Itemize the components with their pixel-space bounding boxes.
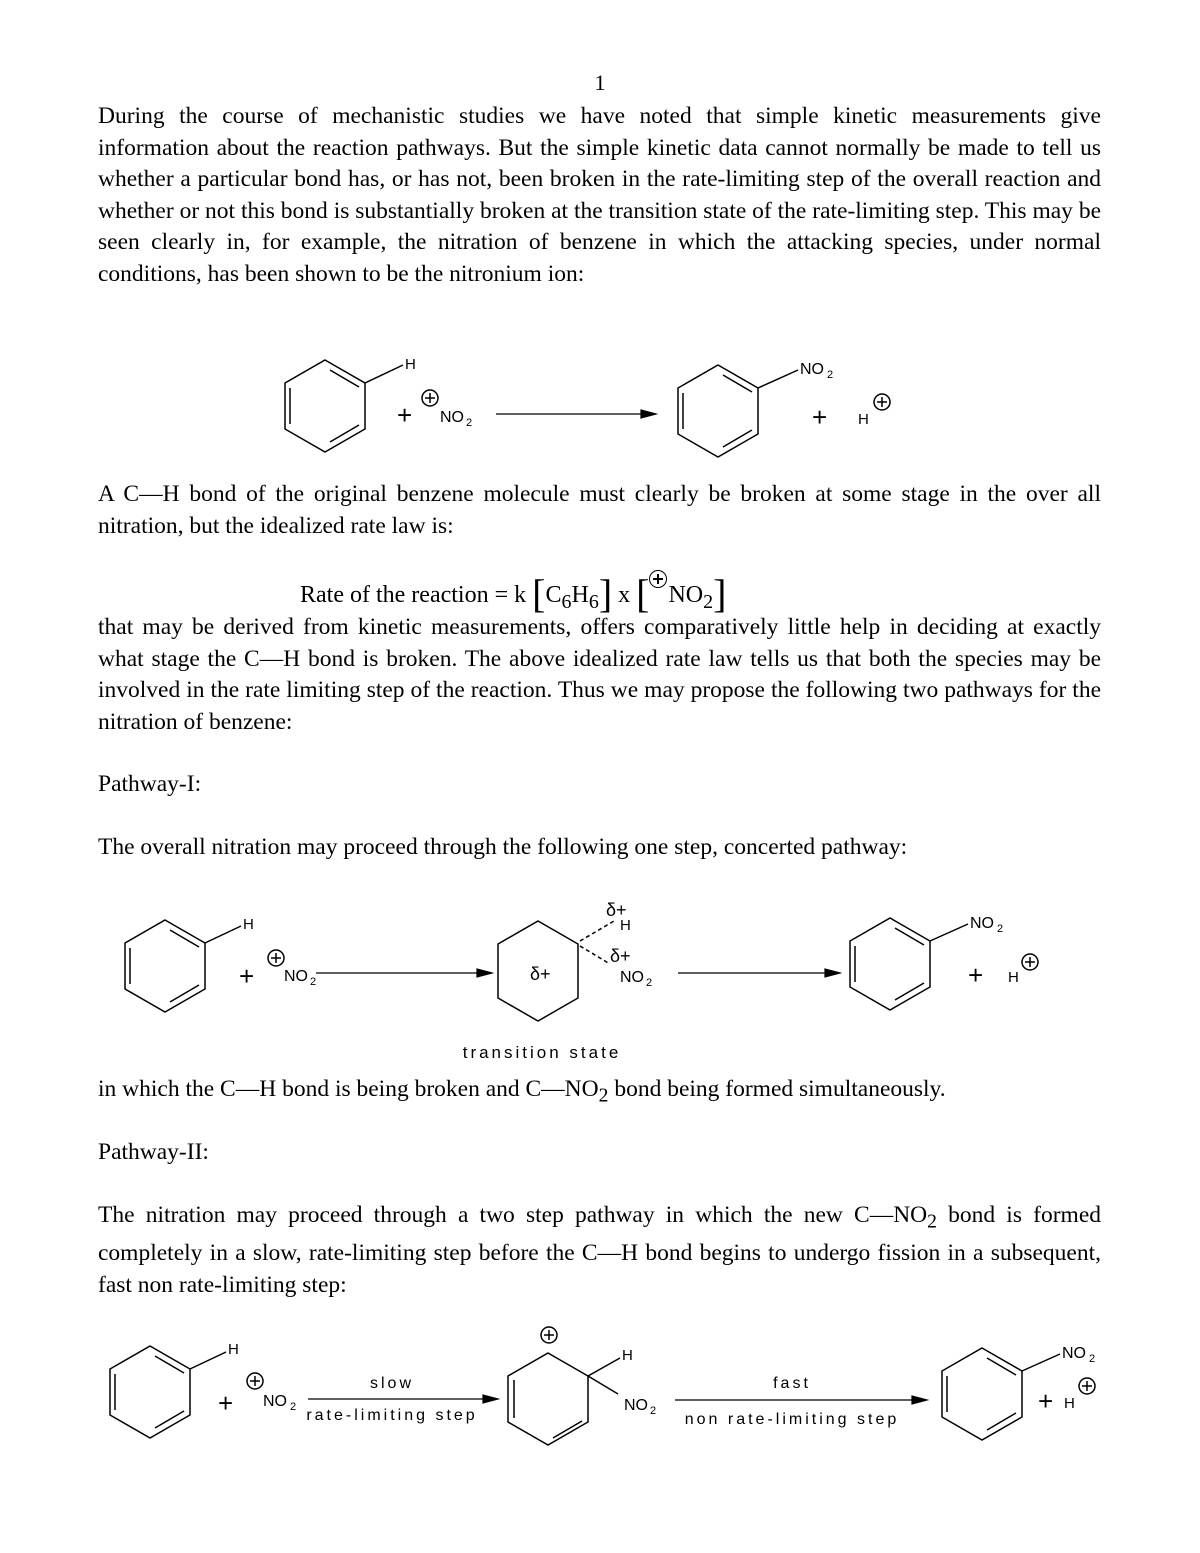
hydrogen-label: H (405, 356, 416, 373)
positive-charge-icon (541, 1327, 557, 1343)
svg-text:2: 2 (310, 976, 317, 988)
svg-text:+: + (968, 960, 984, 990)
svg-text:NO: NO (620, 969, 644, 986)
concerted-pathway-scheme (0, 886, 1200, 1066)
reaction-arrow (675, 1396, 927, 1404)
subscript: 2 (466, 417, 473, 429)
slow-label: slow (369, 1375, 415, 1392)
positive-charge-icon (268, 950, 284, 966)
svg-text:δ+: δ+ (530, 964, 551, 984)
svg-text:H: H (622, 1347, 633, 1364)
plus-sign: + (397, 400, 413, 430)
svg-text:+: + (239, 961, 255, 991)
svg-text:NO: NO (970, 915, 994, 932)
svg-text:H: H (243, 916, 254, 933)
svg-text:δ+: δ+ (610, 946, 631, 966)
pathway-1-text: The overall nitration may proceed through the following one step, concerted pathway: (98, 834, 908, 860)
pathway-1-label: Pathway-I: (98, 771, 202, 797)
fast-label: fast (773, 1375, 811, 1392)
svg-text:NO: NO (1062, 1345, 1086, 1362)
rate-law-equation: Rate of the reaction = k $[C_6H_6]$ x [ $NO_2$] (300, 571, 727, 616)
plus-sign: + (812, 402, 828, 432)
subscript: 2 (827, 369, 834, 381)
arenium-intermediate-ring (508, 1353, 620, 1445)
svg-text:H: H (620, 917, 631, 934)
rate-limiting-step-label: rate-limiting step (306, 1407, 478, 1424)
positive-charge-icon (1022, 954, 1038, 970)
reaction-arrow (678, 969, 840, 977)
svg-text:+: + (218, 1388, 234, 1418)
nitrobenzene-ring (850, 918, 968, 1010)
svg-text:H: H (228, 1341, 239, 1358)
transition-state-caption: transition state (462, 1043, 622, 1062)
positive-charge-icon (874, 394, 890, 410)
svg-text:2: 2 (290, 1401, 297, 1413)
proton-label: H (858, 411, 869, 428)
intro-paragraph: During the course of mechanistic studies we have noted that simple kinetic measurements give information about the reaction pathways. But the simple kinetic data cannot normally be made to tell us whether a particular bond has, or has not, been broken in the rate-limiting step of the overall reaction and whether or not this bond is substantially broken at the transition state of the rate-limiting step. This may be seen clearly in, for example, the nitration of benzene in which the attacking species, under normal conditions, has been shown to be the nitronium ion: (98, 103, 1101, 287)
svg-text:H: H (1064, 1395, 1075, 1412)
positive-charge-icon (1079, 1378, 1095, 1394)
reaction-arrow (308, 1395, 498, 1403)
svg-text:+: + (1038, 1386, 1054, 1416)
two-step-pathway-scheme (0, 1320, 1200, 1460)
svg-text:NO: NO (284, 968, 308, 985)
svg-text:2: 2 (997, 923, 1004, 935)
svg-text:2: 2 (646, 977, 653, 989)
positive-charge-icon (422, 390, 438, 406)
reaction-arrow (496, 410, 656, 418)
svg-text:2: 2 (1089, 1353, 1096, 1365)
page-number: 1 (594, 70, 606, 95)
after-rate-paragraph: that may be derived from kinetic measurements, offers comparatively little help in deciding at exactly what stage the C—H bond is broken. The above idealized rate law tells us that both the species may be involved in the rate limiting step of the reaction. Thus we may propose the following two pathways for the nitration of benzene: (98, 614, 1101, 735)
svg-text:NO: NO (263, 1393, 287, 1410)
benzene-ring (110, 1346, 226, 1438)
nitrobenzene-ring (678, 365, 798, 457)
pathway-1-after-text: in which the C—H bond is being broken and $C—NO_2$ bond being formed simultaneously. (98, 1076, 946, 1107)
nitro-label: NO (800, 361, 824, 378)
pathway-2-label: Pathway-II: (98, 1139, 209, 1165)
nitration-scheme (0, 340, 1200, 480)
non-rate-limiting-step-label: non rate-limiting step (684, 1411, 900, 1428)
benzene-ring (285, 360, 403, 452)
nitronium-label: NO (440, 409, 464, 426)
svg-text:NO: NO (624, 1397, 648, 1414)
pathway-2-text: The nitration may proceed through a two step pathway in which the new $C—NO_2$ bond is formed completely in a slow, rate-limiting step before the C—H bond begins to undergo fission in a subsequent, fast non rate-limiting step: (98, 1202, 1102, 1298)
svg-text:δ+: δ+ (606, 900, 627, 920)
reaction-arrow (316, 969, 492, 977)
svg-text:H: H (1008, 969, 1019, 986)
transition-state-ring (498, 921, 614, 1021)
rate-law-prefix: Rate of the reaction = k (300, 582, 527, 608)
positive-charge-icon (649, 570, 667, 588)
ch-bond-paragraph: A C—H bond of the original benzene molecule must clearly be broken at some stage in the over all nitration, but the idealized rate law is: (98, 481, 1101, 539)
svg-text:2: 2 (650, 1405, 657, 1417)
benzene-ring (125, 920, 241, 1012)
positive-charge-icon (247, 1373, 263, 1389)
